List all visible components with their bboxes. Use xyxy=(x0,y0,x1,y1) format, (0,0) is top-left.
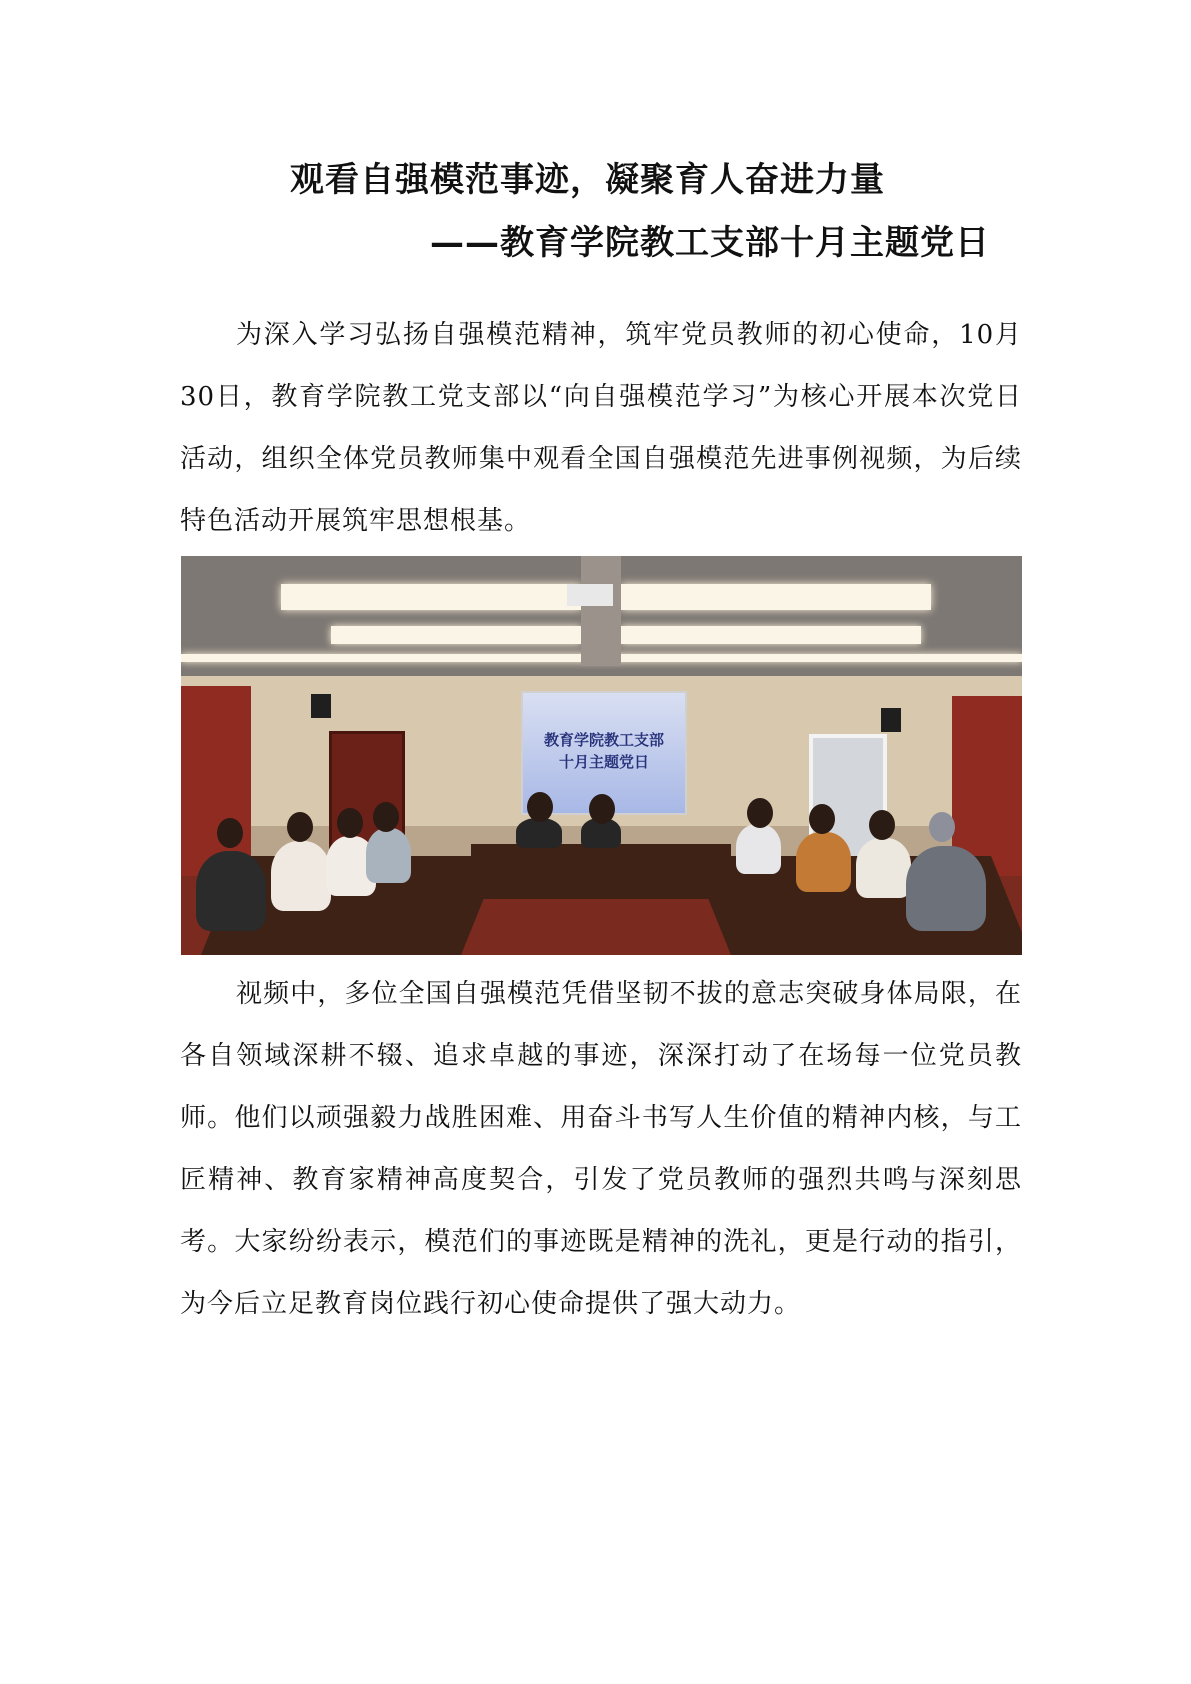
person-head xyxy=(217,818,243,848)
person-head xyxy=(747,798,773,828)
ceiling-beam xyxy=(581,556,621,666)
person xyxy=(906,846,986,931)
page-title: 观看自强模范事迹，凝聚育人奋进力量 xyxy=(290,160,885,200)
page-subtitle: ——教育学院教工支部十月主题党日 xyxy=(430,223,990,263)
wall-panel-left xyxy=(181,686,251,876)
screen-text-line2: 十月主题党日 xyxy=(558,753,649,771)
person xyxy=(796,832,851,892)
person-head xyxy=(809,804,835,834)
paragraph-intro: 为深入学习弘扬自强模范精神，筑牢党员教师的初心使命，10月30日，教育学院教工党支部以“向自强模范学习”为核心开展本次党日活动，组织全体党员教师集中观看全国自强模范先进事例视频，为后续特色活动开展筑牢思想根基。 xyxy=(180,320,1022,536)
person xyxy=(736,824,781,874)
screen-text-line1: 教育学院教工支部 xyxy=(543,731,664,749)
speaker-right xyxy=(881,708,901,732)
ceiling-light xyxy=(621,626,921,644)
person-head xyxy=(527,792,553,822)
projector xyxy=(567,584,613,606)
paragraph-reflection: 视频中，多位全国自强模范凭借坚韧不拔的意志突破身体局限，在各自领域深耕不辍、追求卓越的事迹，深深打动了在场每一位党员教师。他们以顽强毅力战胜困难、用奋斗书写人生价值的精神内核，与工匠精神、教育家精神高度契合，引发了党员教师的强烈共鸣与深刻思考。大家纷纷表示，模范们的事迹既是精神的洗礼，更是行动的指引，为今后立足教育岗位践行初心使命提供了强大动力。 xyxy=(180,979,1022,1319)
meeting-photo xyxy=(181,556,1022,955)
ceiling-light xyxy=(331,626,581,644)
person-head xyxy=(589,794,615,824)
person xyxy=(366,828,411,883)
person-head xyxy=(337,808,363,838)
person xyxy=(271,841,331,911)
person-head xyxy=(287,812,313,842)
speaker-left xyxy=(311,694,331,718)
ceiling-light xyxy=(281,584,581,610)
person xyxy=(516,818,562,848)
person xyxy=(856,838,911,898)
person-head xyxy=(373,802,399,832)
person xyxy=(196,851,266,931)
ceiling-light xyxy=(621,584,931,610)
person-head xyxy=(929,812,955,842)
person-head xyxy=(869,810,895,840)
conference-table-front xyxy=(471,844,731,899)
